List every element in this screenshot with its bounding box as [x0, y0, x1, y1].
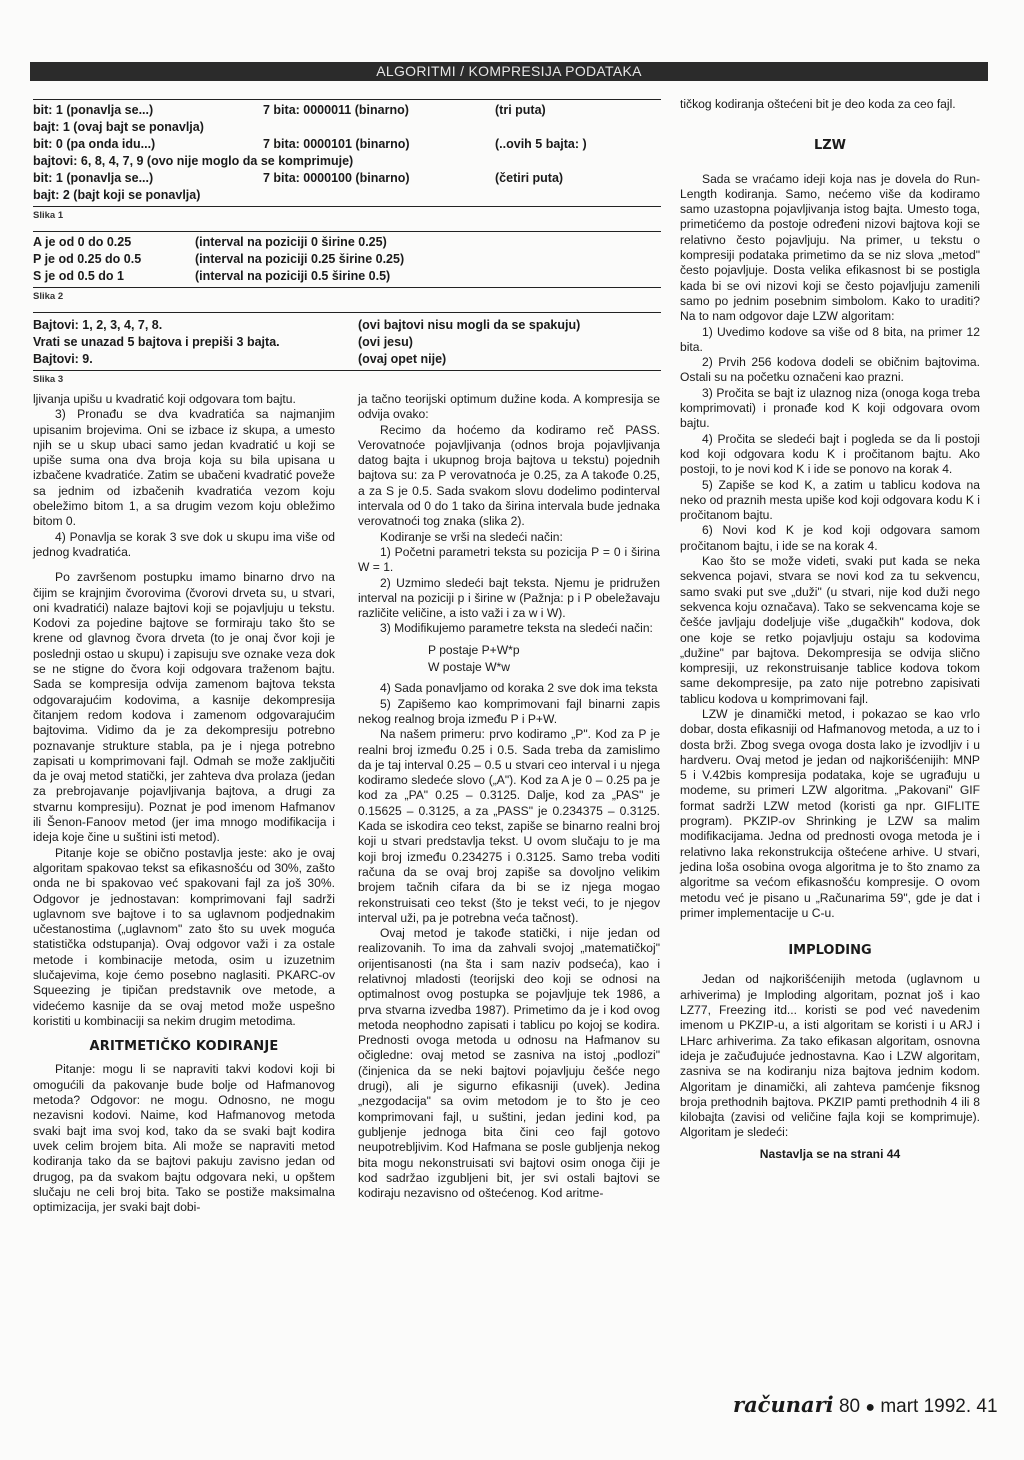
paragraph: 4) Sada ponavljamo od koraka 2 sve dok ima teksta	[380, 681, 658, 696]
fig1-row	[33, 187, 661, 204]
paragraph: Sada se vraćamo ideji koja nas je dovela do Run-Length kodiranja. Samo, nećemo više da kodiramo samo uzastopna pojavljivanja istog bajta. Umesto toga, primetićemo da postoje određeni nizovi bajtova koji se relativno često pojavljuju. Na primer, u tekstu o kompresiji podataka primetimo da se niz slova „metod" često pojavljuje. Dosta velika efikasnost bi se postigla kada bi se ovi nizovi koji se često pojavljuju zamenili samo po jednim posebnim simbolom. Kako to uraditi? Na to nam odgovor daje LZW algoritam:	[680, 171, 980, 324]
fig3-row	[33, 351, 661, 368]
paragraph: Kodiranje se vrši na sledeći način:	[380, 529, 563, 544]
fig3-cell: Vrati se unazad 5 bajtova i prepiši 3 bajta.	[33, 335, 280, 349]
fig1-cell: bit: 1 (ponavlja se...)	[33, 171, 154, 185]
continued-note: Nastavlja se na strani 44	[759, 1146, 901, 1161]
figure-1	[33, 100, 661, 204]
paragraph: ja tačno teorijski optimum dužine koda. A kompresija se odvija ovako:	[358, 392, 660, 422]
fig3-row	[33, 334, 661, 351]
paragraph: 3) Pronađu se dva kvadratića sa najmanjim upisanim brojevima. Oni se izbace iz skupa, a umesto njih se u skup ubaci samo jedan kvadratić u koji se upiše suma ona dva broja koja su bila upisana u izbačene kvadratiće. Zatim se ubačeni kvadratić poveže sa jednim od izbačenih kvadratića vezom koju obeležimo bitom 1, a sa drugim vezom koju obležimo bitom 0.	[33, 407, 335, 529]
fig1-cell: (tri puta)	[495, 103, 546, 117]
section-heading-arithmetic: ARITMETIČKO KODIRANJE	[89, 1039, 279, 1055]
figure-3	[33, 313, 661, 368]
paragraph: Ovaj metod je takođe statički, i nije jedan od realizovanih. To ima da zahvali svojoj „matematičkoj" orijentisanosti (na šta i sam naziv podseća), kao i relativnoj mladosti (teorijski deo koji se odnosi na optimalnost ovog postupka se pojavljuje tek 1986, a prva stvarna izvedba 1987). Primetimo da je i kod ovog metoda neophodno zapisati i tablicu po kojoj se kodira. Prednosti ovoga metoda u odnosu na Hafmanov su očigledne: ovaj metod se zasniva na istoj „podlozi" (činjenica da se neki bajtovi pojavljuju češće nego drugi), ali je sigurno efikasniji (uvek). Jedina „nezgodacija" sa ovim metodom je to što je ceo komprimovani fajl, u suštini, jedan jedini kod, pa gubljenje jednoga bita čini ceo fajl gotovo neupotrebljivim. Kod Hafmana se posle gubljenja nekog bita mogu nekonstruisati svi bajtovi osim onoga čiji je kod sadržao izgubljeni bit, jer svi ostali bajtovi se kodiraju nezavisno od oštećenog. Kod aritme-	[358, 926, 660, 1201]
fig1-cell: 7 bita: 0000101 (binarno)	[263, 137, 410, 151]
section-heading-imploding: IMPLODING	[788, 943, 872, 959]
bullet-separator: ●	[865, 1399, 876, 1416]
issue-number: 80	[838, 1396, 861, 1417]
fig3-cell: (ovi jesu)	[358, 335, 413, 349]
figure-2	[33, 232, 661, 285]
paragraph: Kao što se može videti, svaki put kada se neka sekvenca pojavi, stvara se novi kod za tu sekvencu, samo svaki put sve „duži" (u stvari, nije kod duži nego sekvenca koju označava). Tako se sekvencama koje se češće javljaju dodeljuje više „dugačkih" kodova, dok one koje se retko pojavljuju ostaju sa kodovima „dužine" par bajtova. Dekompresija se odvija slično kompresiji, uz rekonstruisanje tablice kodova tokom same dekompresije, pa zato nije potrebno zapisivati tablicu kodova u komprimovani fajl.	[680, 554, 980, 706]
figure-2-caption: Slika 2	[33, 291, 64, 302]
paragraph: tičkog kodiranja oštećeni bit je deo koda za ceo fajl.	[680, 97, 956, 111]
fig2-cell: A je od 0 do 0.25	[33, 235, 132, 249]
issue-date: mart 1992.	[880, 1396, 972, 1417]
fig1-cell: bajt: 1 (ovaj bajt se ponavlja)	[33, 120, 204, 134]
page-footer	[733, 1392, 998, 1418]
section-heading-lzw: LZW	[813, 138, 847, 154]
magazine-brand: računari	[733, 1392, 834, 1417]
fig1-cell: bit: 1 (ponavlja se...)	[33, 103, 154, 117]
fig2-cell: P je od 0.25 do 0.5	[33, 252, 142, 266]
fig3-cell: (ovi bajtovi nisu mogli da se spakuju)	[358, 318, 581, 332]
page-number: 41	[976, 1396, 998, 1417]
list-step: 3) Pročita se bajt iz ulaznog niza (onoga koga treba komprimovati) i pronađe kod K koji odgovara ovom bajtu.	[680, 385, 980, 431]
fig2-cell: (interval na poziciji 0 širine 0.25)	[195, 235, 387, 249]
article-column-3	[680, 97, 980, 1162]
list-step: 2) Prvih 256 kodova dodeli se običnim bajtovima. Ostali su na početku označeni kao prazni.	[680, 355, 980, 385]
fig1-cell: 7 bita: 0000011 (binarno)	[263, 103, 409, 117]
fig2-cell: S je od 0.5 do 1	[33, 269, 124, 283]
fig1-row	[33, 170, 661, 187]
fig1-cell: 7 bita: 0000100 (binarno)	[263, 171, 410, 185]
fig3-cell: (ovaj opet nije)	[358, 352, 447, 366]
fig1-row	[33, 102, 661, 119]
paragraph: Pitanje koje se obično postavlja jeste: ako je ovaj algoritam spakovao tekst sa efikasnošću od 30%, zašto onda ne bi spakovao već spakovani fajl za još 30%. Odgovor je jednostavan: komprimovani fajl sadrži uglavnom sve bajtove i to sa uglavnom podjednakim učestanostima („uglavnom" zato što su uvek moguća statistička odstupanja). Ovaj odgovor važi i za ostale metode i kombinacije metoda, osim u izuzetnim slučajevima, koje ćemo posebno naglasiti. PKARC-ov Squeezing je tipičan predstavnik ove metode, a videćemo kasnije da se ovaj metod može uspešno koristiti u kombinaciji sa nekim drugim metodima.	[33, 845, 335, 1028]
fig1-row	[33, 119, 661, 136]
paragraph: 3) Modifikujemo parametre teksta na sledeći način:	[380, 621, 653, 636]
section-header-bar	[30, 62, 988, 81]
paragraph: Recimo da hoćemo da kodiramo reč PASS. Verovatnoće pojavljivanja (odnos broja pojavljivanja datog bajta i ukupnog broja bajtova u tekstu) pojednih bajtova su: za P verovatnoća je 0.25, za A takođe 0.25, a za S je 0.5. Sada svakom slovu dodelimo podinterval intervala od 0 do 1 tako da širina intervala bude jednaka verovatnoći tog znaka (slika 2).	[358, 422, 660, 529]
fig1-row	[33, 136, 661, 153]
article-column-1	[33, 392, 335, 1215]
paragraph: 4) Ponavlja se korak 3 sve dok u skupu ima više od jednog kvadratića.	[33, 529, 335, 559]
fig1-cell: bit: 0 (pa onda idu...)	[33, 137, 156, 151]
fig2-row	[33, 268, 661, 285]
fig3-cell: Bajtovi: 9.	[33, 352, 93, 366]
fig2-cell: (interval na poziciji 0.25 širine 0.25)	[195, 252, 405, 266]
fig1-cell: (..ovih 5 bajta: )	[495, 137, 587, 151]
formula-w: W postaje W*w	[428, 660, 510, 675]
fig1-row	[33, 153, 661, 170]
fig2-row	[33, 251, 661, 268]
fig1-cell: bajtovi: 6, 8, 4, 7, 9 (ovo nije moglo da se komprimuje)	[33, 154, 354, 168]
paragraph: Na našem primeru: prvo kodiramo „P". Kod za P je realni broj između 0.25 i 0.5. Sada treba da zamislimo da je taj interval 0.25 – 0.5 u stvari ceo interval i u njega kodiramo sledeće slovo („A"). Kod za A je 0 – 0.25 pa je kod za „PA" 0.25 – 0.3125. Dalje, kod za „PAS" je 0.15625 – 0.3125, a za „PASS" je 0.234375 – 0.3125. Kada se iskodira ceo tekst, zapiše se binarno realni broj koji u stvari predstavlja tekst. U ovom slučaju to je ma koji broj između 0.234275 i 0.3125. Samo treba voditi računa da se ovaj broj zapiše sa dovoljno velikim brojem tačnih cifara da bi se iz njega mogao rekonstruisati ceo tekst (što je tekst veći, to je njegov interval uži, pa je potrebna veća tačnost).	[358, 727, 660, 925]
paragraph: 2) Uzmimo sledeći bajt teksta. Njemu je pridružen interval na poziciji p i širine w (Pažnja: p i P obeležavaju različite veličine, a isto važi i za w i W).	[358, 575, 660, 621]
list-step: 6) Novi kod K je kod koji odgovara samom pročitanom bajtu, i ide se na korak 4.	[680, 523, 980, 553]
list-step: 1) Uvedimo kodove sa više od 8 bita, na primer 12 bita.	[680, 324, 980, 354]
paragraph: LZW je dinamički metod, i pokazao se kao vrlo dobar, dosta efikasniji od Hafmanovog metoda, a uz to i dosta brži. Zbog svega ovoga dosta lako je izvodljiv i u hardveru. Ovaj metod je jedan od najkorišćenijih: MNP 5 i V.42bis kompresija podataka, koje se ugrađuju u modeme, su primeri LZW algoritma. „Pakovani" GIF format sadrži LZW metod (koristi ga npr. GIFLITE program). PKZIP-ov Shrinking je LZW sa malim modifikacijama. Jedna od prednosti ovoga metoda je i relativno laka rekonstrukcija oštećene arhive. U stvari, jedina loša osobina ovoga algoritma je to što znamo za algoritme sa većom efikasnošću kompresije. O ovom metodu već je pisano u „Računarima 59", gde je dat i primer implementacije u C-u.	[680, 706, 980, 920]
paragraph: Pitanje: mogu li se napraviti takvi kodovi koji bi omogućili da pakovanje bude bolje od Hafmanovog metoda? Odgovor: ne mogu. Odnosno, ne mogu nezavisni kodovi. Naime, kod Hafmanovog metoda svaki bajt ima svoj kod, tako da se svaki bajt kodira uvek celim brojem bita. Ali može se napraviti metod kodiranja tako da se bajtovi pakuju zavisno jedan od drugog, pa da svakom bajtu odgovara neki, u opštem slučaju ne celi broj bita. Tako se postiže maksimalna optimizacija, jer svaki bajt dobi-	[33, 1062, 335, 1215]
article-column-2	[358, 392, 660, 1201]
fig1-cell: (četiri puta)	[495, 171, 564, 185]
figure-1-caption: Slika 1	[33, 210, 64, 221]
formula-p: P postaje P+W*p	[428, 642, 520, 657]
paragraph: Jedan od najkorišćenijih metoda (uglavnom u arhiverima) je Imploding algoritam, poznat još i kao LZ77, Freezing itd... koristi se pod već navedenim imenom u PKZIP-u, a isti algoritam se koristi i u ARJ i LHarc arhiverima. Za tako efikasan algoritam, osnovna ideja je začuđujuće jednostavna. Kao i LZW algoritam, zasniva se na kodiranju niza bajtova jednim kodom. Algoritam je dinamički, ali zahteva pamćenje fiksnog broja prethodnih bajtova. PKZIP pamti prethodnih 4 ili 8 kilobajta (zavisi od veličine fajla koji se komprimuje). Algoritam je sledeći:	[680, 972, 980, 1140]
figure-3-caption: Slika 3	[33, 374, 64, 385]
paragraph: Po završenom postupku imamo binarno drvo na čijim se krajnjim čvorovima (čvorovi drveta su, u stvari, oni kvadratići) nalaze bajtovi koji se pojavljuju u tekstu. Kodovi za pojedine bajtove se formiraju tako što se krene od glavnog čvora drveta (to je onaj čvor koji je poslednji ostao u skupu) i zapisuju sve oznake veza dok se ne stigne do čvora koji odgovara traženom bajtu. Sada se kompresija odvija zamenom bajtova teksta odgovarajućim kodovima, a kasnije dekompresija čitanjem redom kodova i zamenom odgovarajućim bajtovima. Vidimo da je za dekompresiju potrebno poznavanje strukture stabla, pa je i njega potrebno zapisati u komprimovani fajl. Odmah se može zaključiti da je ovaj metod statički, jer zahteva dva prolaza (jedan za prebrojavanje pojavljivanja bajtova, a drugi za stvarnu kompresiju). Poznat je pod imenom Hafmanov ili Šenon-Fanoov metod (jer ima mnogo modifikacija i ideja koje čine u suštini isti metod).	[33, 570, 335, 845]
paragraph: 1) Početni parametri teksta su pozicija P = 0 i širina W = 1.	[358, 544, 660, 575]
figures-block	[33, 99, 661, 389]
paragraph: ljivanja upišu u kvadratić koji odgovara tom bajtu.	[33, 392, 296, 406]
section-title: ALGORITMI / KOMPRESIJA PODATAKA	[376, 63, 642, 79]
fig2-cell: (interval na poziciji 0.5 širine 0.5)	[195, 269, 391, 283]
list-step: 4) Pročita se sledeći bajt i pogleda se da li postoji kod koji odgovara kodu K i pročitanom bajtu. Ako postoji, to je novi kod K i ide se ponovo na korak 4.	[680, 431, 980, 477]
paragraph: 5) Zapišemo kao komprimovani fajl binarni zapis nekog realnog broja između P i P+W.	[358, 696, 660, 726]
fig2-row	[33, 234, 661, 251]
list-step: 5) Zapiše se kod K, a zatim u tablicu kodova na neko od praznih mesta upiše kod koji odgovara kodu K i pročitanom bajtu.	[680, 477, 980, 523]
fig3-row	[33, 317, 661, 334]
fig3-cell: Bajtovi: 1, 2, 3, 4, 7, 8.	[33, 318, 163, 332]
fig1-cell: bajt: 2 (bajt koji se ponavlja)	[33, 188, 201, 202]
